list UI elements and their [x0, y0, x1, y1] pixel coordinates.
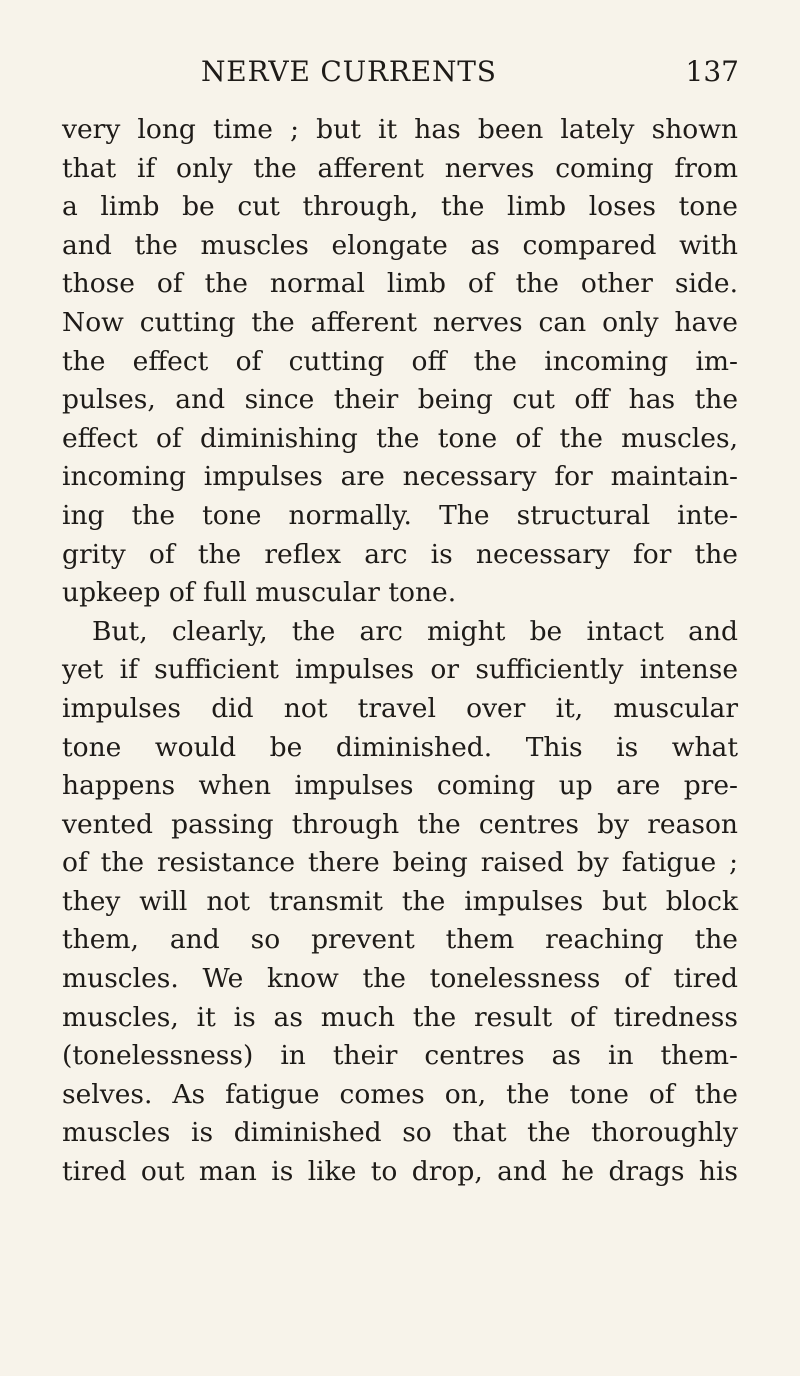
text-line: yet if sufficient impulses or sufficiently intense [62, 654, 738, 686]
text-line: those of the normal limb of the other side. [62, 268, 738, 300]
text-line: that if only the afferent nerves coming from [62, 152, 738, 184]
text-line: they will not transmit the impulses but block [62, 885, 738, 917]
text-line: very long time ; but it has been lately shown [62, 114, 738, 145]
text-line: muscles. We know the tonelessness of tired [62, 963, 738, 995]
text-line: grity of the reflex arc is necessary for the [62, 538, 738, 570]
text-line: tired out man is like to drop, and he drags his [62, 1156, 738, 1188]
text-line: effect of diminishing the tone of the muscles, [62, 422, 738, 454]
body-text [62, 111, 738, 1192]
text-line: Now cutting the afferent nerves can only have [62, 306, 738, 338]
text-line: a limb be cut through, the limb loses tone [62, 191, 738, 223]
text-line: and the muscles elongate as compared with [62, 229, 738, 261]
text-line: happens when impulses coming up are pre- [62, 770, 738, 802]
text-line: them, and so prevent them reaching the [62, 924, 738, 956]
text-line: (tonelessness) in their centres as in them- [62, 1040, 738, 1072]
paragraph-start-line: But, clearly, the arc might be intact and [92, 615, 738, 647]
text-line: muscles, it is as much the result of tiredness [62, 1001, 738, 1033]
page-number: 137 [685, 55, 739, 88]
text-line: tone would be diminished. This is what [62, 731, 738, 763]
running-head [0, 52, 800, 92]
text-line: muscles is diminished so that the thoroughly [62, 1117, 738, 1149]
text-line: incoming impulses are necessary for maintain- [62, 461, 738, 493]
running-title: NERVE CURRENTS [201, 55, 497, 88]
text-line: impulses did not travel over it, muscular [62, 692, 738, 724]
text-line: selves. As fatigue comes on, the tone of the [62, 1078, 738, 1110]
text-line: of the resistance there being raised by fatigue ; [62, 847, 738, 879]
text-line: the effect of cutting off the incoming im- [62, 345, 738, 377]
text-line: vented passing through the centres by reason [62, 808, 738, 840]
text-line: ing the tone normally. The structural inte- [62, 499, 738, 531]
text-line: pulses, and since their being cut off has the [62, 384, 738, 416]
paragraph-end-line: upkeep of full muscular tone. [62, 577, 457, 609]
